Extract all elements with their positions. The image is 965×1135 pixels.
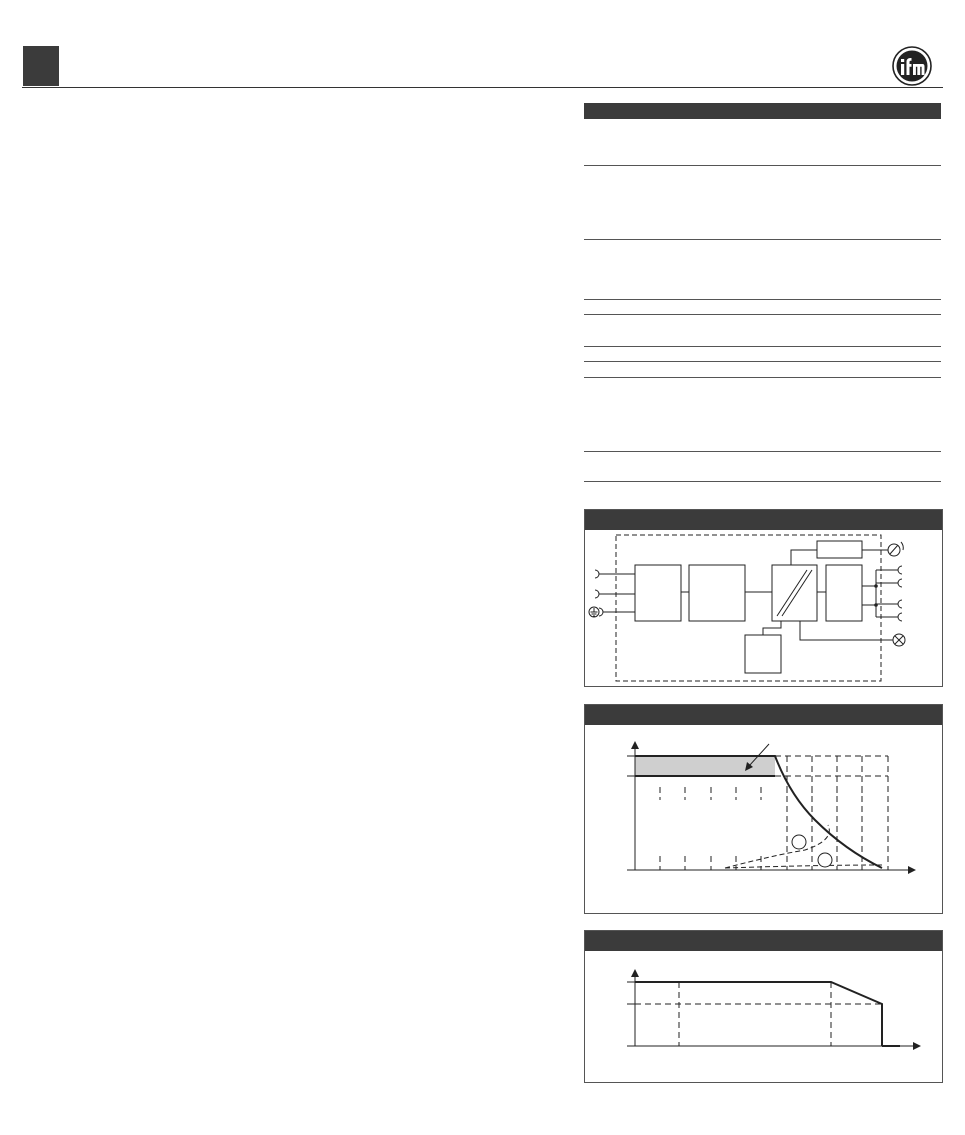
input-terminal-l xyxy=(595,570,599,578)
panel-title-bar xyxy=(585,705,942,725)
table-row xyxy=(584,315,941,347)
table-row xyxy=(584,378,941,452)
table-row xyxy=(584,362,941,378)
potentiometer-icon xyxy=(888,542,903,556)
overload-band xyxy=(635,756,775,776)
panel-title-bar xyxy=(585,931,942,951)
series-line-a xyxy=(725,825,829,868)
derating-chart-2-panel xyxy=(584,930,943,1083)
panel-title-bar xyxy=(585,510,942,530)
curve-marker-1 xyxy=(792,835,806,849)
table-row xyxy=(584,166,941,240)
derating-chart-1-panel xyxy=(584,704,943,914)
spec-table xyxy=(584,103,941,482)
table-row xyxy=(584,240,941,300)
table-row xyxy=(584,300,941,315)
header-rule xyxy=(22,87,943,88)
series-line-b xyxy=(725,865,882,868)
table-row xyxy=(584,347,941,362)
block-diagram-panel xyxy=(584,509,943,687)
section-marker xyxy=(23,46,59,86)
derating-chart-2 xyxy=(585,951,942,1082)
input-terminal-n xyxy=(595,590,599,598)
ifm-logo xyxy=(892,46,932,86)
lamp-icon xyxy=(893,634,905,646)
spec-table-header xyxy=(584,103,941,119)
derating-chart-1 xyxy=(585,725,942,913)
table-row xyxy=(584,452,941,482)
block-diagram xyxy=(585,530,942,686)
series-line-main xyxy=(635,982,882,1046)
earth-icon xyxy=(589,607,599,617)
curve-marker-2 xyxy=(818,853,832,867)
table-row xyxy=(584,119,941,166)
